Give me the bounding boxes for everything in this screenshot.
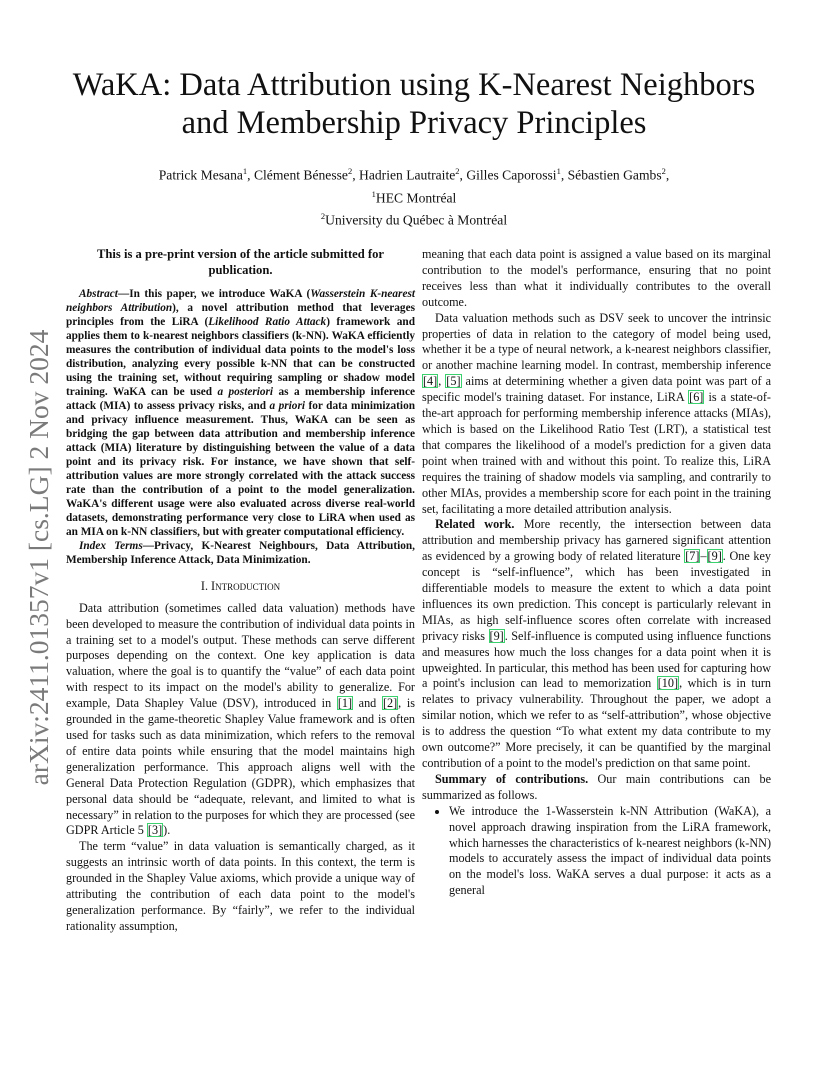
title-line-2: and Membership Privacy Principles xyxy=(181,105,647,141)
contributions-list xyxy=(422,804,771,899)
paper-title xyxy=(40,66,788,142)
index-terms: Index Terms—Privacy, K-Nearest Neighbours, Data Attribution, Membership Inference Attack, Data Minimization. xyxy=(66,539,415,566)
citation-link[interactable]: [10] xyxy=(657,676,679,691)
affiliation-2: $^2$University du Québec à Montréal xyxy=(320,211,508,228)
citation-link[interactable]: [6] xyxy=(689,390,704,405)
citation-link[interactable]: [1] xyxy=(337,696,353,711)
preprint-note: This is a pre-print version of the article submitted for publication. xyxy=(97,247,384,277)
citation-link[interactable]: [3] xyxy=(147,823,163,838)
arxiv-side-label: arXiv:2411.01357v1 [cs.LG] 2 Nov 2024 xyxy=(23,329,54,786)
author: Gilles Caporossi xyxy=(466,167,557,183)
right-column xyxy=(422,247,771,899)
author-list: Patrick Mesana$^1$, Clément Bénesse$^2$, Hadrien Lautraite$^2$, Gilles Caporossi$^1$, Sébastien Gambs$^2$, xyxy=(158,166,670,183)
left-column xyxy=(66,247,415,935)
citation-link[interactable]: [9] xyxy=(489,628,504,643)
citation-link[interactable]: [2] xyxy=(382,696,398,711)
right-paragraph-1: meaning that each data point is assigned a value based on its marginal contribution to the model's performance, ensuring that no point receives less than what it individually contributes to the overall outcome. xyxy=(422,247,771,309)
contributions-paragraph: Summary of contributions. Our main contributions can be summarized as follows. xyxy=(422,771,771,802)
right-paragraph-2: Data valuation methods such as DSV seek to uncover the intrinsic properties of data in relation to the category of model being used, whether it be a type of neural network, a k-nearest neighbors classifier, or another machine learning model. In contrast, membership inference [4], [5] aims at determining whether a given data point was part of a specific model's training dataset. For instance, LiRA [6] is a state-of-the-art approach for performing membership inference attacks (MIAs), which is based on the Likelihood Ratio Test (LRT), a statistical test that compares the likelihood of a model's prediction for a given data point when trained with and without this point. To realize this, LiRA requires the training of shadow models via sampling, and contrarily to other MIAs, provides a membership score for each point in the training set, facilitating a more detailed attribution analysis. xyxy=(422,310,772,516)
citation-link[interactable]: [7] xyxy=(685,549,700,564)
citation-link[interactable]: [5] xyxy=(446,374,461,389)
author-block xyxy=(40,162,788,230)
title-line-1: WaKA: Data Attribution using K-Nearest Neighbors xyxy=(72,67,756,103)
intro-paragraph-1: Data attribution (sometimes called data valuation) methods have been developed to measure the contribution of individual data points in a training set to a model's output. These methods can serve different purposes depending on the context. One key application is data valuation, where the goal is to quantify the “value” of each data point with respect to its impact on the model's ability to generalize. For example, Data Shapley Value (DSV), introduced in [1] and [2], is grounded in the game-theoretic Shapley Value framework and is often used for tasks such as data minimization, which refers to the removal of entire data points while ensuring that the model maintains high generalization performance. This approach aligns well with the General Data Protection Regulation (GDPR), which emphasizes that personal data should be “adequate, relevant, and limited to what is necessary” in relation to the purposes for which they are processed (see GDPR Article 5 [3]). xyxy=(66,600,415,838)
abstract: Abstract—In this paper, we introduce WaKA (Wasserstein K-nearest neighbors Attribution), a novel attribution method that leverages principles from the LiRA (Likelihood Ratio Attack) framework and applies them to k-nearest neighbors classifiers (k-NN). WaKA efficiently measures the contribution of individual data points to the model's loss distribution, analyzing every possible k-NN that can be constructed using the training set, without requiring sampling or shadow model training. WaKA can be used a posteriori as a membership inference attack (MIA) to assess privacy risks, and a priori for data minimization and privacy influence measurement. Thus, WaKA can be seen as bridging the gap between data attribution and membership inference attack (MIA) literature by distinguishing between the value of a data point and its privacy risk. For instance, we have shown that self-attribution values are more strongly correlated with the attack success rate than the contribution of a point to the model generalization. WaKA's different usage were also evaluated across diverse real-world datasets, demonstrating performance very close to LiRA when used as an MIA on k-NN classifiers, but with greater computational efficiency. xyxy=(66,287,416,538)
list-item: • We introduce the 1-Wasserstein k-NN Attribution (WaKA), a novel approach drawing inspiration from the LiRA framework, which harnesses the characteristics of k-nearest neighbors (k-NN) models to accurately assess the impact of individual data points on the model's loss. WaKA serves a dual purpose: it acts as a general xyxy=(449,804,771,899)
author: Patrick Mesana xyxy=(158,167,243,183)
related-work-paragraph: Related work. More recently, the intersection between data attribution and membership privacy has garnered significant attention as evidenced by a growing body of related literature [7]–[9]. One key concept is “self-influence”, which has been investigated in differentiable models to measure the extent to which a data point influences its own prediction. This concept is particularly relevant in MIAs, as high self-influence scores often correlate with increased privacy risks [9]. Self-influence is computed using influence functions and measures how much the loss changes for a data point when it is upweighted. In particular, this method has been used for capturing how a point's inclusion can lead to memorization [10], which is in turn relates to privacy vulnerability. Throughout the paper, we adopt a similar notion, which we refer to as “self-attribution”, whose objective is to address the question “To what extent my data contribute to my own outcome?” More precisely, it can be quantified by the marginal contribution of a point to the model's prediction on that same point. xyxy=(422,517,772,770)
affiliation-1: $^1$HEC Montréal xyxy=(371,188,457,206)
author: Clément Bénesse xyxy=(253,167,348,183)
author: Sébastien Gambs xyxy=(567,167,662,183)
section-heading-introduction: I. Introduction xyxy=(200,578,281,593)
citation-link[interactable]: [9] xyxy=(707,549,722,564)
intro-paragraph-2: The term “value” in data valuation is semantically charged, as it suggests an intrinsic worth of data points. In this context, the term is grounded in the Shapley Value axioms, which provide a unique way of attributing the contribution of each data point to the model's generalization performance. By “fairly”, we refer to the individual rationality assumption, xyxy=(66,839,415,933)
author: Hadrien Lautraite xyxy=(359,167,456,183)
citation-link[interactable]: [4] xyxy=(423,374,438,389)
